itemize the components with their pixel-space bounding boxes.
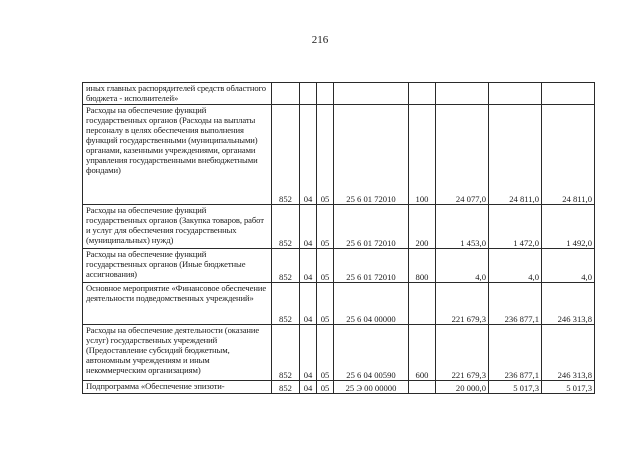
cell-target-article: 25 6 04 00590 [334,325,409,381]
cell-amount-year3: 24 811,0 [542,105,595,205]
cell-expense-type: 800 [409,249,436,283]
cell-target-article: 25 6 01 72010 [334,249,409,283]
cell-target-article: 25 Э 00 00000 [334,381,409,394]
cell-amount-year2 [489,83,542,105]
cell-amount-year2: 5 017,3 [489,381,542,394]
row-description: Основное мероприятие «Финансовое обеспечение деятельности подведомственных учреждений» [83,283,272,325]
cell-amount-year2: 236 877,1 [489,325,542,381]
cell-podrazdel: 05 [317,205,334,249]
row-description: Расходы на обеспечение функций государственных органов (Закупка товаров, работ и услуг для обеспечения государственных (муниципальных) нужд) [83,205,272,249]
cell-amount-year3: 4,0 [542,249,595,283]
table-row [83,325,595,381]
cell-amount-year1: 24 077,0 [436,105,489,205]
cell-razdel: 04 [300,205,317,249]
row-description: Расходы на обеспечение функций государственных органов (Иные бюджетные ассигнования) [83,249,272,283]
cell-amount-year1 [436,83,489,105]
page-number: 216 [311,34,329,46]
cell-amount-year1: 4,0 [436,249,489,283]
table-row [83,105,595,205]
cell-amount-year1: 1 453,0 [436,205,489,249]
cell-podrazdel: 05 [317,283,334,325]
cell-amount-year3: 246 313,8 [542,283,595,325]
cell-target-article: 25 6 04 00000 [334,283,409,325]
cell-grbs: 852 [272,205,300,249]
table-row [83,249,595,283]
cell-grbs: 852 [272,381,300,394]
row-description: Расходы на обеспечение деятельности (оказание услуг) государственных учреждений (Предоставление субсидий бюджетным, автономным учреждениям и иным некоммерческим организациям) [83,325,272,381]
cell-expense-type: 200 [409,205,436,249]
table-row [83,381,595,394]
cell-grbs: 852 [272,283,300,325]
row-description: Расходы на обеспечение функций государственных органов (Расходы на выплаты персоналу в целях обеспечения выполнения функций государственными (муниципальными) органами, казенными учреждениями, органами управления государственными внебюджетными фондами) [83,105,272,205]
cell-amount-year3: 1 492,0 [542,205,595,249]
cell-grbs: 852 [272,325,300,381]
cell-razdel: 04 [300,325,317,381]
table-row [83,205,595,249]
cell-razdel: 04 [300,249,317,283]
row-description: иных главных распорядителей средств областного бюджета - исполнителей» [83,83,272,105]
cell-expense-type: 100 [409,105,436,205]
cell-target-article: 25 6 01 72010 [334,205,409,249]
cell-podrazdel: 05 [317,325,334,381]
cell-target-article: 25 6 01 72010 [334,105,409,205]
cell-amount-year3 [542,83,595,105]
cell-target-article [334,83,409,105]
row-description: Подпрограмма «Обеспечение эпизоти- [83,381,272,394]
cell-grbs: 852 [272,105,300,205]
table-row [83,83,595,105]
cell-expense-type [409,381,436,394]
cell-razdel: 04 [300,381,317,394]
cell-razdel: 04 [300,105,317,205]
cell-amount-year2: 4,0 [489,249,542,283]
cell-amount-year2: 1 472,0 [489,205,542,249]
budget-table [82,82,595,394]
cell-podrazdel: 05 [317,249,334,283]
cell-amount-year1: 221 679,3 [436,325,489,381]
cell-amount-year3: 246 313,8 [542,325,595,381]
cell-expense-type [409,283,436,325]
cell-amount-year1: 221 679,3 [436,283,489,325]
cell-podrazdel [317,83,334,105]
cell-amount-year2: 24 811,0 [489,105,542,205]
cell-amount-year3: 5 017,3 [542,381,595,394]
cell-expense-type [409,83,436,105]
cell-podrazdel: 05 [317,105,334,205]
cell-razdel [300,83,317,105]
cell-amount-year2: 236 877,1 [489,283,542,325]
cell-amount-year1: 20 000,0 [436,381,489,394]
cell-grbs: 852 [272,249,300,283]
cell-podrazdel: 05 [317,381,334,394]
table-row [83,283,595,325]
cell-expense-type: 600 [409,325,436,381]
cell-razdel: 04 [300,283,317,325]
cell-grbs [272,83,300,105]
